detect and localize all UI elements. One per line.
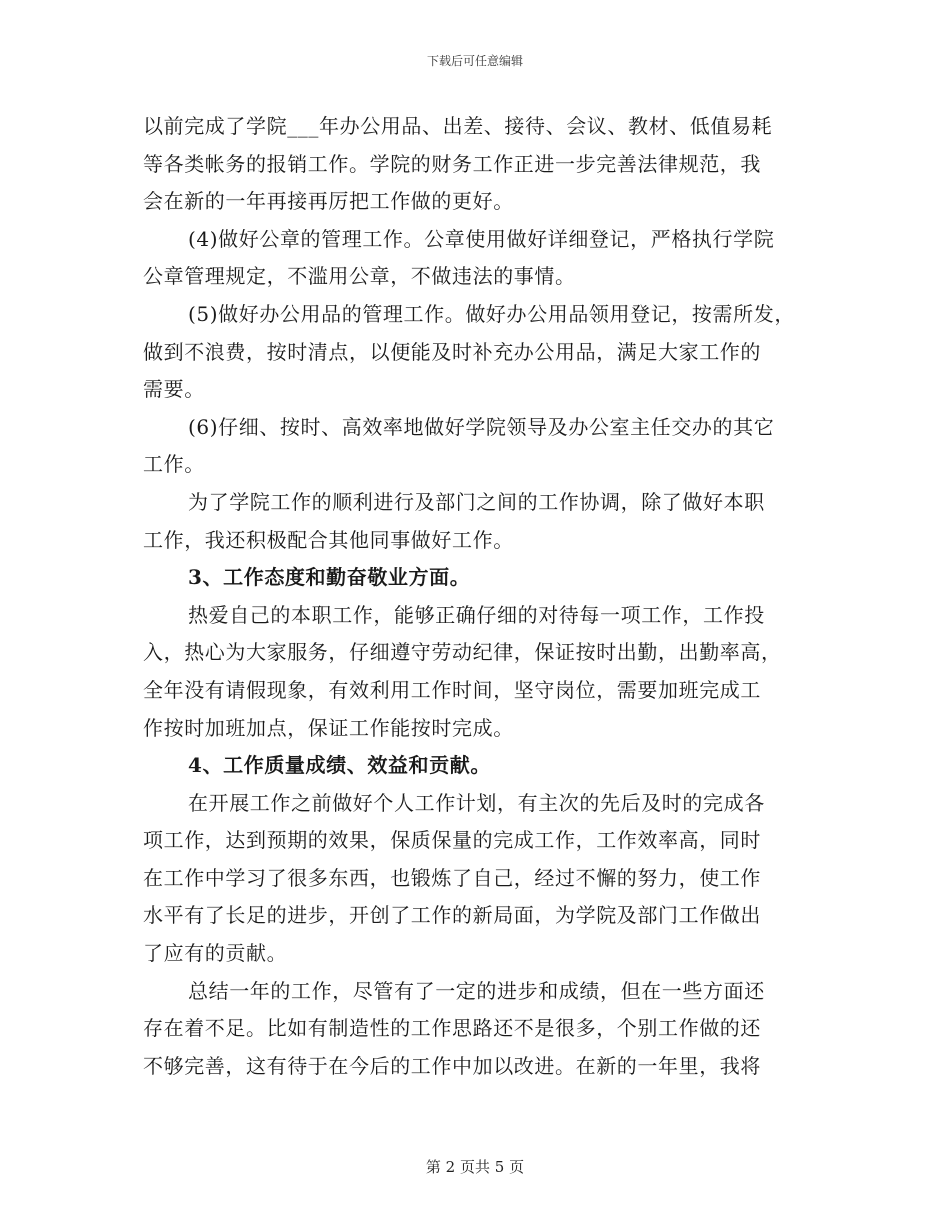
text-line: 需要。	[143, 377, 205, 402]
page-header: 下载后可任意编辑	[426, 54, 523, 68]
text-line: 水平有了长足的进步，开创了工作的新局面，为学院及部门工作做出	[143, 903, 761, 928]
text-line: 等各类帐务的报销工作。学院的财务工作正进一步完善法律规范，我	[143, 151, 761, 176]
text-line: (4)做好公章的管理工作。公章使用做好详细登记，严格执行学院	[188, 226, 775, 251]
text-line: 会在新的一年再接再厉把工作做的更好。	[143, 189, 514, 214]
text-line: 不够完善，这有待于在今后的工作中加以改进。在新的一年里，我将	[143, 1053, 761, 1078]
text-line: 全年没有请假现象，有效利用工作时间，坚守岗位，需要加班完成工	[143, 677, 761, 702]
text-line: 在工作中学习了很多东西，也锻炼了自己，经过不懈的努力，使工作	[143, 865, 761, 890]
document-body	[143, 108, 823, 1085]
text-line: 工作，我还积极配合其他同事做好工作。	[143, 527, 514, 552]
text-line: 总结一年的工作，尽管有了一定的进步和成绩，但在一些方面还	[188, 978, 765, 1003]
text-line: (6)仔细、按时、高效率地做好学院领导及办公室主任交办的其它	[188, 414, 775, 439]
text-line: 热爱自己的本职工作，能够正确仔细的对待每一项工作，工作投	[188, 602, 765, 627]
section-heading: 4、工作质量成绩、效益和贡献。	[188, 753, 491, 778]
text-line: 了应有的贡献。	[143, 941, 288, 966]
text-line: 以前完成了学院___年办公用品、出差、接待、会议、教材、低值易耗	[143, 114, 773, 138]
text-line: 工作。	[143, 452, 205, 477]
text-line: 项工作，达到预期的效果，保质保量的完成工作，工作效率高，同时	[143, 828, 761, 853]
text-line: 入，热心为大家服务，仔细遵守劳动纪律，保证按时出勤，出勤率高，	[143, 640, 782, 665]
text-line: 作按时加班加点，保证工作能按时完成。	[143, 715, 514, 740]
page-footer: 第 2 页共 5 页	[425, 1158, 525, 1176]
text-line: 公章管理规定，不滥用公章，不做违法的事情。	[143, 264, 576, 289]
section-heading: 3、工作态度和勤奋敬业方面。	[188, 565, 471, 590]
text-line: 为了学院工作的顺利进行及部门之间的工作协调，除了做好本职	[188, 489, 765, 514]
text-line: 在开展工作之前做好个人工作计划，有主次的先后及时的完成各	[188, 790, 765, 815]
text-line: (5)做好办公用品的管理工作。做好办公用品领用登记，按需所发，	[188, 301, 795, 326]
text-line: 存在着不足。比如有制造性的工作思路还不是很多，个别工作做的还	[143, 1016, 761, 1041]
text-line: 做到不浪费，按时清点，以便能及时补充办公用品，满足大家工作的	[143, 339, 761, 364]
